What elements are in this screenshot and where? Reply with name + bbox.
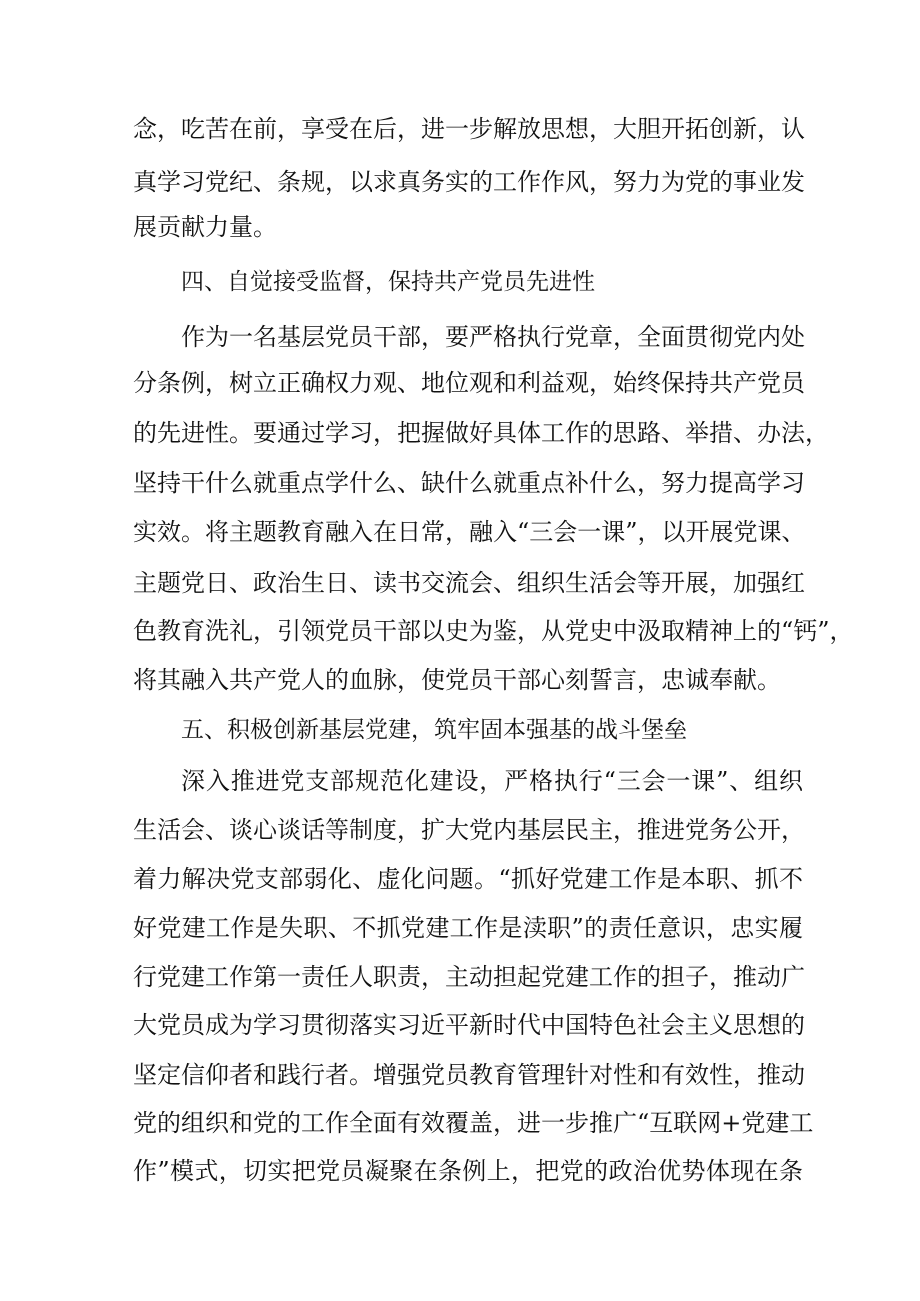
- section4-line-8: 将其融入共产党人的血脉，使党员干部心刻誓言，忠诚奉献。: [133, 666, 781, 694]
- section4-line-1: 作为一名基层党员干部，要严格执行党章，全面贯彻党内处: [181, 323, 805, 351]
- section5-line-8: 党的组织和党的工作全面有效覆盖，进一步推广“互联网+党建工: [133, 1109, 814, 1137]
- section4-line-2: 分条例，树立正确权力观、地位观和利益观，始终保持共产党员: [133, 369, 805, 397]
- intro-line-2: 真学习党纪、条规，以求真务实的工作作风，努力为党的事业发: [133, 168, 805, 196]
- section4-line-5: 实效。将主题教育融入在日常，融入“三会一课”，以开展党课、: [133, 518, 806, 546]
- section5-line-2: 生活会、谈心谈话等制度，扩大党内基层民主，推进党务公开，: [133, 816, 805, 844]
- section4-line-3: 的先进性。要通过学习，把握做好具体工作的思路、举措、办法，: [133, 419, 829, 447]
- section5-line-4: 好党建工作是失职、不抓党建工作是渎职”的责任意识，忠实履: [133, 914, 803, 942]
- section5-line-1: 深入推进党支部规范化建设，严格执行“三会一课”、组织: [181, 767, 803, 795]
- intro-line-3: 展贡献力量。: [133, 213, 277, 241]
- section4-line-7: 色教育洗礼，引领党员干部以史为鉴，从党史中汲取精神上的“钙”，: [133, 617, 854, 645]
- section5-line-5: 行党建工作第一责任人职责，主动担起党建工作的担子，推动广: [133, 963, 805, 991]
- section5-line-9: 作”模式，切实把党员凝聚在条例上，把党的政治优势体现在条: [133, 1157, 803, 1185]
- section4-line-6: 主题党日、政治生日、读书交流会、组织生活会等开展，加强红: [133, 569, 805, 597]
- section5-heading: 五、积极创新基层党建，筑牢固本强基的战斗堡垒: [181, 717, 687, 743]
- section4-heading: 四、自觉接受监督，保持共产党员先进性: [181, 269, 595, 295]
- section5-line-6: 大党员成为学习贯彻落实习近平新时代中国特色社会主义思想的: [133, 1011, 805, 1039]
- section5-line-7: 坚定信仰者和践行者。增强党员教育管理针对性和有效性，推动: [133, 1061, 805, 1089]
- section4-line-4: 坚持干什么就重点学什么、缺什么就重点补什么，努力提高学习: [133, 469, 805, 497]
- section5-line-3: 着力解决党支部弱化、虚化问题。“抓好党建工作是本职、抓不: [133, 865, 803, 893]
- intro-line-1: 念，吃苦在前，享受在后，进一步解放思想，大胆开拓创新，认: [133, 115, 805, 143]
